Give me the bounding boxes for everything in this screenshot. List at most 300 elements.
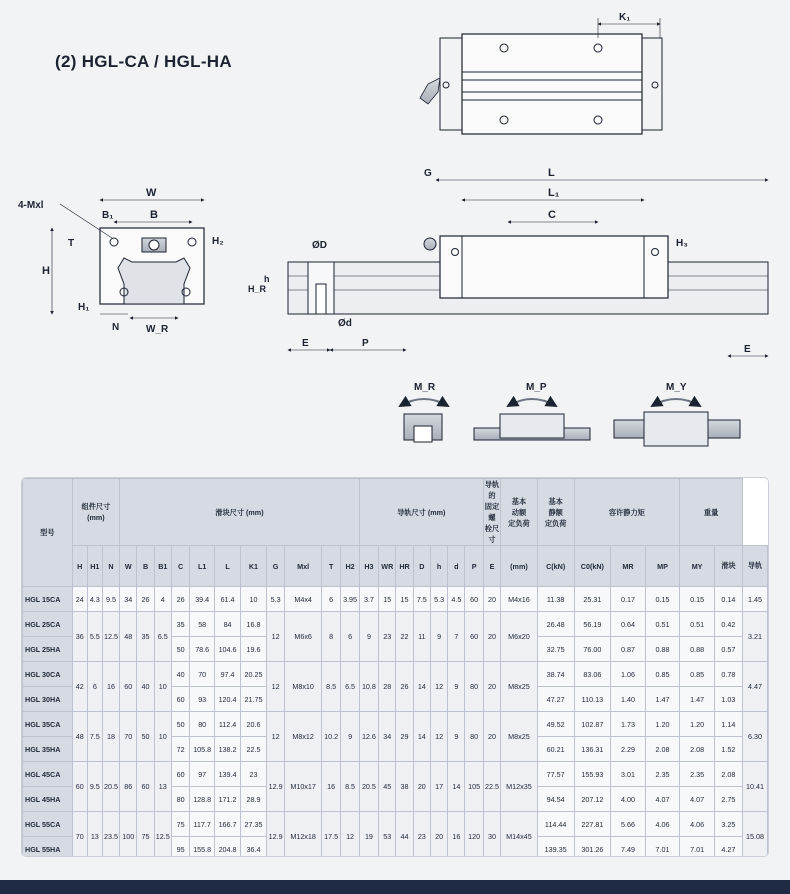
cell-hr: 44 <box>396 812 413 857</box>
cell-l1: 78.6 <box>190 637 215 662</box>
cell-hr: 38 <box>396 762 413 812</box>
dim-w: W <box>146 187 157 199</box>
cell-b: 60 <box>137 762 154 812</box>
sub-hdr-2: N <box>102 546 119 587</box>
dim-wr: W_R <box>146 324 169 335</box>
cell-cd: 94.54 <box>537 787 574 812</box>
cell-t: 10.2 <box>321 712 340 762</box>
cell-my: 7.01 <box>680 837 715 857</box>
cell-cd: 11.38 <box>537 587 574 612</box>
cell-k1: 27.35 <box>241 812 267 837</box>
cell-d: 16 <box>448 812 465 857</box>
dim-mxl: 4-Mxl <box>18 200 44 211</box>
cell-rail_w: 4.47 <box>742 662 767 712</box>
cell-h1: 6 <box>87 662 102 712</box>
cell-h: 36 <box>72 612 87 662</box>
cell-d: 7 <box>448 612 465 662</box>
sub-hdr-9: K1 <box>241 546 267 587</box>
cell-mxl: M6x6 <box>285 612 322 662</box>
hdr-model: 型号 <box>23 479 73 587</box>
cell-b1: 10 <box>154 662 171 712</box>
cell-rail_w: 10.41 <box>742 762 767 812</box>
moment-mp <box>474 382 590 440</box>
sub-hdr-10: G <box>266 546 284 587</box>
cell-wr: 34 <box>379 712 396 762</box>
cell-h: 70 <box>72 812 87 857</box>
cell-mp: 4.06 <box>645 812 680 837</box>
sub-hdr-26: MP <box>645 546 680 587</box>
moment-my-label: M_Y <box>666 382 687 393</box>
sub-hdr-5: B1 <box>154 546 171 587</box>
dim-h3: H₃ <box>676 238 688 249</box>
cell-l1: 97 <box>190 762 215 787</box>
cell-l1: 128.8 <box>190 787 215 812</box>
sub-hdr-24: C0(kN) <box>574 546 611 587</box>
cell-my: 2.08 <box>680 737 715 762</box>
cell-mr: 0.64 <box>611 612 646 637</box>
cell-b1: 13 <box>154 762 171 812</box>
cell-l: 61.4 <box>215 587 241 612</box>
cell-my: 2.35 <box>680 762 715 787</box>
cell-h2: 8.5 <box>341 762 359 812</box>
cell-k1: 16.8 <box>241 612 267 637</box>
cell-c0: 56.19 <box>574 612 611 637</box>
sub-hdr-4: B <box>137 546 154 587</box>
cell-model: HGL 25CA <box>23 612 73 637</box>
cell-kg: 3.25 <box>714 812 742 837</box>
cell-c: 75 <box>171 812 189 837</box>
cell-d: 4.5 <box>448 587 465 612</box>
cell-l: 84 <box>215 612 241 637</box>
cell-mr: 3.01 <box>611 762 646 787</box>
dim-hr: H_R <box>248 284 267 294</box>
sub-hdr-21: E <box>483 546 500 587</box>
moment-mp-label: M_P <box>526 382 547 393</box>
sub-hdr-28: 滑块 <box>714 546 742 587</box>
cell-c: 50 <box>171 637 189 662</box>
dim-e-right: E <box>744 344 751 355</box>
cell-h1: 4.3 <box>87 587 102 612</box>
cell-bolt: M8x25 <box>501 712 538 762</box>
table-row <box>23 812 768 837</box>
hdr-weight: 重量 <box>680 479 743 546</box>
cell-n: 20.5 <box>102 762 119 812</box>
cell-model: HGL 15CA <box>23 587 73 612</box>
cell-mxl: M12x18 <box>285 812 322 857</box>
table-row <box>23 662 768 687</box>
cell-d: 14 <box>413 712 430 762</box>
cell-g: 12 <box>266 662 284 712</box>
cell-cd: 77.57 <box>537 762 574 787</box>
cell-h2: 12 <box>341 812 359 857</box>
cell-c: 50 <box>171 712 189 737</box>
sub-hdr-1: H1 <box>87 546 102 587</box>
cell-cd: 114.44 <box>537 812 574 837</box>
cell-t: 6 <box>321 587 340 612</box>
cell-b1: 4 <box>154 587 171 612</box>
cell-b1: 6.5 <box>154 612 171 662</box>
sub-hdr-3: W <box>120 546 137 587</box>
cell-mp: 0.85 <box>645 662 680 687</box>
sub-hdr-7: L1 <box>190 546 215 587</box>
cell-w: 34 <box>120 587 137 612</box>
cell-g: 5.3 <box>266 587 284 612</box>
cell-c: 26 <box>171 587 189 612</box>
cell-c0: 136.31 <box>574 737 611 762</box>
sub-hdr-16: HR <box>396 546 413 587</box>
cell-b: 50 <box>137 712 154 762</box>
cell-model: HGL 55HA <box>23 837 73 857</box>
cell-model: HGL 30CA <box>23 662 73 687</box>
sub-hdr-20: P <box>465 546 483 587</box>
dim-p: P <box>362 338 369 349</box>
cell-c: 35 <box>171 612 189 637</box>
cell-cd: 49.52 <box>537 712 574 737</box>
cell-kg: 2.75 <box>714 787 742 812</box>
cell-h2: 6.5 <box>341 662 359 712</box>
cell-h: 24 <box>72 587 87 612</box>
cell-mr: 1.40 <box>611 687 646 712</box>
cell-h3: 3.7 <box>359 587 378 612</box>
cell-my: 1.20 <box>680 712 715 737</box>
cell-mp: 0.15 <box>645 587 680 612</box>
cell-my: 1.47 <box>680 687 715 712</box>
sub-hdr-17: D <box>413 546 430 587</box>
cell-k1: 22.5 <box>241 737 267 762</box>
cell-model: HGL 30HA <box>23 687 73 712</box>
cell-g: 12 <box>266 712 284 762</box>
dim-h-small: h <box>264 274 270 284</box>
cell-wr: 53 <box>379 812 396 857</box>
dim-d: ØD <box>312 240 327 251</box>
cell-l1: 105.8 <box>190 737 215 762</box>
cell-n: 23.5 <box>102 812 119 857</box>
footer-bar <box>0 880 790 894</box>
cell-c: 60 <box>171 687 189 712</box>
cell-mr: 0.17 <box>611 587 646 612</box>
cell-h: 60 <box>72 762 87 812</box>
cell-c: 72 <box>171 737 189 762</box>
cell-w: 70 <box>120 712 137 762</box>
cell-h3: 20.5 <box>359 762 378 812</box>
cell-bolt: M6x20 <box>501 612 538 662</box>
section-title: (2) HGL-CA / HGL-HA <box>55 52 232 71</box>
sub-hdr-27: MY <box>680 546 715 587</box>
cell-l: 97.4 <box>215 662 241 687</box>
cell-h1: 7.5 <box>87 712 102 762</box>
cell-p: 80 <box>465 662 483 712</box>
cell-l1: 39.4 <box>190 587 215 612</box>
cell-c0: 301.26 <box>574 837 611 857</box>
cell-mr: 2.29 <box>611 737 646 762</box>
sub-hdr-29: 导轨 <box>742 546 767 587</box>
cell-d: 14 <box>413 662 430 712</box>
cell-my: 0.88 <box>680 637 715 662</box>
dim-b: B <box>150 209 158 221</box>
sub-hdr-15: WR <box>379 546 396 587</box>
hdr-moment: 容许静力矩 <box>574 479 680 546</box>
cell-cd: 32.75 <box>537 637 574 662</box>
cell-l: 120.4 <box>215 687 241 712</box>
cell-c: 80 <box>171 787 189 812</box>
cell-k1: 28.9 <box>241 787 267 812</box>
cell-n: 9.5 <box>102 587 119 612</box>
cell-k1: 21.75 <box>241 687 267 712</box>
cell-p: 60 <box>465 587 483 612</box>
cell-d: 7.5 <box>413 587 430 612</box>
sub-hdr-6: C <box>171 546 189 587</box>
side-view <box>248 167 768 356</box>
cell-n: 18 <box>102 712 119 762</box>
cell-k1: 19.6 <box>241 637 267 662</box>
dim-k1: K₁ <box>619 12 631 23</box>
cell-bolt: M8x25 <box>501 662 538 712</box>
hdr-rail-bolt: 导轨的 固定螺 栓尺寸 <box>484 480 500 544</box>
dim-g: G <box>424 168 432 179</box>
cell-k1: 36.4 <box>241 837 267 857</box>
front-view <box>18 187 224 335</box>
cell-c0: 102.87 <box>574 712 611 737</box>
cell-model: HGL 35HA <box>23 737 73 762</box>
cell-t: 17.5 <box>321 812 340 857</box>
cell-k1: 20.25 <box>241 662 267 687</box>
cell-t: 8.5 <box>321 662 340 712</box>
cell-l: 138.2 <box>215 737 241 762</box>
cell-kg: 0.42 <box>714 612 742 637</box>
cell-g: 12.9 <box>266 812 284 857</box>
dim-c: C <box>548 209 556 221</box>
spec-table <box>22 478 768 856</box>
cell-h: 48 <box>72 712 87 762</box>
spec-table-container <box>22 478 768 856</box>
cell-c: 60 <box>171 762 189 787</box>
hdr-rail: 导轨尺寸 (mm) <box>359 479 483 546</box>
sub-hdr-19: d <box>448 546 465 587</box>
cell-c0: 83.06 <box>574 662 611 687</box>
cell-h2: 9 <box>341 712 359 762</box>
cell-mxl: M8x10 <box>285 662 322 712</box>
cell-hr: 26 <box>396 662 413 712</box>
cell-wr: 28 <box>379 662 396 712</box>
sub-hdr-22: (mm) <box>501 546 538 587</box>
cell-c0: 207.12 <box>574 787 611 812</box>
cell-k1: 10 <box>241 587 267 612</box>
cell-bolt: M4x16 <box>501 587 538 612</box>
sub-hdr-23: C(kN) <box>537 546 574 587</box>
cell-l: 166.7 <box>215 812 241 837</box>
spec-table-body <box>23 587 768 857</box>
cell-mr: 4.00 <box>611 787 646 812</box>
sub-header-row <box>23 546 768 587</box>
cell-l: 204.8 <box>215 837 241 857</box>
sub-hdr-18: h <box>430 546 447 587</box>
cell-h: 17 <box>430 762 447 812</box>
sub-hdr-13: H2 <box>341 546 359 587</box>
cell-p: 105 <box>465 762 483 812</box>
table-row <box>23 762 768 787</box>
sub-hdr-11: Mxl <box>285 546 322 587</box>
cell-wr: 45 <box>379 762 396 812</box>
cell-l1: 80 <box>190 712 215 737</box>
dim-b1: B₁ <box>102 210 114 221</box>
cell-b1: 12.5 <box>154 812 171 857</box>
cell-hr: 22 <box>396 612 413 662</box>
dim-h: H <box>42 265 50 277</box>
cell-c0: 76.00 <box>574 637 611 662</box>
sub-hdr-0: H <box>72 546 87 587</box>
cell-e: 20 <box>483 587 500 612</box>
cell-b1: 10 <box>154 712 171 762</box>
cell-hr: 15 <box>396 587 413 612</box>
cell-bolt: M14x45 <box>501 812 538 857</box>
cell-h1: 9.5 <box>87 762 102 812</box>
cell-cd: 60.21 <box>537 737 574 762</box>
cell-rail_w: 1.45 <box>742 587 767 612</box>
sub-hdr-8: L <box>215 546 241 587</box>
cell-b: 75 <box>137 812 154 857</box>
cell-model: HGL 35CA <box>23 712 73 737</box>
cell-h: 20 <box>430 812 447 857</box>
cell-c0: 110.13 <box>574 687 611 712</box>
cell-e: 20 <box>483 662 500 712</box>
cell-d: 14 <box>448 762 465 812</box>
cell-wr: 23 <box>379 612 396 662</box>
cell-mr: 1.06 <box>611 662 646 687</box>
cell-mp: 0.51 <box>645 612 680 637</box>
dim-e-left: E <box>302 338 309 349</box>
cell-h3: 19 <box>359 812 378 857</box>
cell-mp: 2.35 <box>645 762 680 787</box>
cell-w: 100 <box>120 812 137 857</box>
moment-mr <box>400 382 448 442</box>
cell-rail_w: 6.30 <box>742 712 767 762</box>
cell-l: 112.4 <box>215 712 241 737</box>
dim-h2: H₂ <box>212 236 224 247</box>
cell-n: 12.5 <box>102 612 119 662</box>
cell-p: 120 <box>465 812 483 857</box>
cell-my: 4.07 <box>680 787 715 812</box>
cell-n: 16 <box>102 662 119 712</box>
cell-h: 12 <box>430 712 447 762</box>
cell-h3: 12.6 <box>359 712 378 762</box>
sub-hdr-14: H3 <box>359 546 378 587</box>
cell-l: 171.2 <box>215 787 241 812</box>
cell-mp: 4.07 <box>645 787 680 812</box>
cell-e: 20 <box>483 712 500 762</box>
cell-rail_w: 3.21 <box>742 612 767 662</box>
cell-h: 42 <box>72 662 87 712</box>
moment-my <box>614 382 740 446</box>
cell-my: 4.06 <box>680 812 715 837</box>
cell-mp: 2.08 <box>645 737 680 762</box>
cell-c0: 155.93 <box>574 762 611 787</box>
hdr-block: 滑块尺寸 (mm) <box>120 479 360 546</box>
cell-p: 80 <box>465 712 483 762</box>
cell-e: 20 <box>483 612 500 662</box>
cell-h1: 5.5 <box>87 612 102 662</box>
dim-n: N <box>112 322 120 333</box>
cell-bolt: M12x35 <box>501 762 538 812</box>
dim-d-small: Ød <box>338 318 352 329</box>
cell-mp: 1.47 <box>645 687 680 712</box>
cell-kg: 0.78 <box>714 662 742 687</box>
cell-rail_w: 15.08 <box>742 812 767 857</box>
cell-my: 0.15 <box>680 587 715 612</box>
table-row <box>23 612 768 637</box>
cell-mr: 0.87 <box>611 637 646 662</box>
cell-h3: 9 <box>359 612 378 662</box>
cell-h: 9 <box>430 612 447 662</box>
cell-c: 95 <box>171 837 189 857</box>
cell-mp: 0.88 <box>645 637 680 662</box>
cell-hr: 29 <box>396 712 413 762</box>
cell-my: 0.51 <box>680 612 715 637</box>
moment-mr-label: M_R <box>414 382 436 393</box>
cell-model: HGL 45HA <box>23 787 73 812</box>
cell-mp: 7.01 <box>645 837 680 857</box>
cell-model: HGL 45CA <box>23 762 73 787</box>
cell-kg: 0.57 <box>714 637 742 662</box>
cell-cd: 38.74 <box>537 662 574 687</box>
cell-l1: 117.7 <box>190 812 215 837</box>
table-row <box>23 712 768 737</box>
cell-l1: 155.8 <box>190 837 215 857</box>
sub-hdr-12: T <box>321 546 340 587</box>
cell-w: 60 <box>120 662 137 712</box>
cell-c0: 227.81 <box>574 812 611 837</box>
cell-d: 20 <box>413 762 430 812</box>
cell-p: 60 <box>465 612 483 662</box>
cell-l: 139.4 <box>215 762 241 787</box>
cell-h: 5.3 <box>430 587 447 612</box>
cell-b: 40 <box>137 662 154 712</box>
dim-l: L <box>548 167 555 179</box>
cell-w: 48 <box>120 612 137 662</box>
cell-kg: 1.52 <box>714 737 742 762</box>
cell-kg: 1.03 <box>714 687 742 712</box>
cell-mxl: M8x12 <box>285 712 322 762</box>
cell-mr: 7.49 <box>611 837 646 857</box>
sub-hdr-25: MR <box>611 546 646 587</box>
cell-d: 9 <box>448 712 465 762</box>
cell-mr: 1.73 <box>611 712 646 737</box>
cell-h2: 6 <box>341 612 359 662</box>
cell-mxl: M4x4 <box>285 587 322 612</box>
cell-l: 104.6 <box>215 637 241 662</box>
dim-t: T <box>68 238 75 249</box>
cell-g: 12 <box>266 612 284 662</box>
cell-c: 40 <box>171 662 189 687</box>
cell-l1: 93 <box>190 687 215 712</box>
cell-b: 26 <box>137 587 154 612</box>
cell-c0: 25.31 <box>574 587 611 612</box>
cell-k1: 20.6 <box>241 712 267 737</box>
cell-w: 86 <box>120 762 137 812</box>
cell-l1: 58 <box>190 612 215 637</box>
hdr-assembly: 组件尺寸 (mm) <box>72 479 119 546</box>
cell-kg: 4.27 <box>714 837 742 857</box>
cell-h1: 13 <box>87 812 102 857</box>
hdr-stat-load: 基本 静额 定负荷 <box>537 479 574 546</box>
cell-d: 9 <box>448 662 465 712</box>
cell-k1: 23 <box>241 762 267 787</box>
cell-mr: 5.66 <box>611 812 646 837</box>
cell-cd: 47.27 <box>537 687 574 712</box>
cell-h2: 3.95 <box>341 587 359 612</box>
cell-e: 22.5 <box>483 762 500 812</box>
cell-model: HGL 25HA <box>23 637 73 662</box>
dim-l1: L₁ <box>548 187 560 199</box>
